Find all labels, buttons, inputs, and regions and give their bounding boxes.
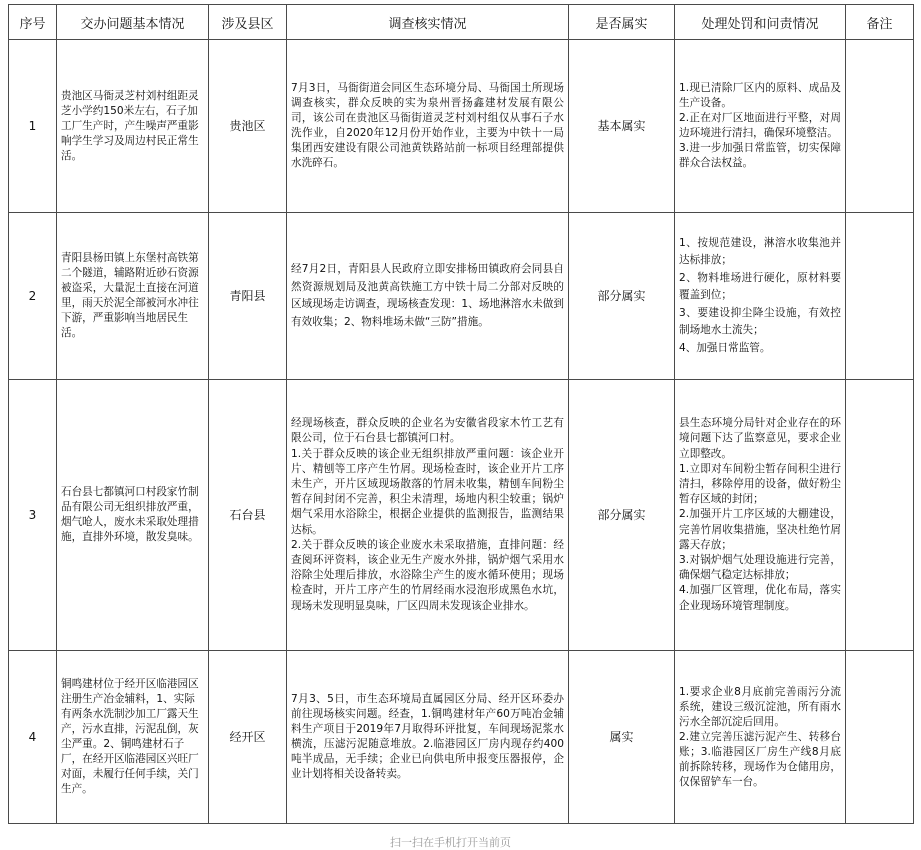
row-number: 3 xyxy=(9,380,57,651)
handling-item: 2.加强开片工序区域的大棚建设，完善竹屑收集措施，坚决杜绝竹屑露天存放； xyxy=(679,508,841,551)
problem-cell: 青阳县杨田镇上东堡村高铁第二个隧道，辅路附近砂石资源被盗采，大量泥土直接在河道里，雨天於泥全部被河水冲往下游，严重影响当地居民生活。 xyxy=(57,213,209,380)
header-note: 备注 xyxy=(846,5,914,40)
investigation-text: 经7月2日，青阳县人民政府立即安排杨田镇政府会同县自然资源规划局及池黄高铁施工方中铁十局二分部对反映的区域现场走访调查，现场核查发现：1、场地淋溶水未做到有效收集；2、物料堆场未做“三防”措施。 xyxy=(291,263,564,328)
open-on-phone-link[interactable]: 扫一扫在手机打开当前页 xyxy=(390,836,511,849)
county-cell: 经开区 xyxy=(209,651,287,824)
investigation-text: 经现场核查，群众反映的企业名为安徽省段家木竹工艺有限公司，位于石台县七都镇河口村。 xyxy=(291,417,564,445)
investigation-text: 2.关于群众反映的该企业废水未采取措施，直排问题：经查阅环评资料，该企业无生产废水外排，锅炉烟气采用水浴除尘处理后排放，水浴除尘产生的废水循环使用；现场检查时，开片工序产生的竹屑经雨水浸泡形成黑色水坑，现场未发现明显臭味，厂区四周未发现该企业排水。 xyxy=(291,538,564,612)
investigation-cell xyxy=(287,651,569,824)
verified-cell: 基本属实 xyxy=(569,40,675,213)
handling-cell xyxy=(675,651,846,824)
handling-item: 1.要求企业8月底前完善雨污分流系统，建设三级沉淀池，所有雨水污水全部沉淀后回用。 xyxy=(679,685,841,728)
handling-item: 3.对锅炉烟气处理设施进行完善，确保烟气稳定达标排放； xyxy=(679,554,841,582)
verified-cell: 属实 xyxy=(569,651,675,824)
investigation-text: 7月3日，马衙街道会同区生态环境分局、马衙国土所现场调查核实，群众反映的实为泉州晋扬鑫建材发展有限公司，该公司在贵池区马衙街道灵芝村刘村组仅从事石子水洗作业，自2020年12月份开始作业，主要为中铁十一局集团西安建设有限公司池黄铁路站前一标项目经理部提供水洗碎石。 xyxy=(291,82,564,169)
handling-cell xyxy=(675,380,846,651)
header-county: 涉及县区 xyxy=(209,5,287,40)
county-cell: 石台县 xyxy=(209,380,287,651)
handling-item: 2.建立完善压滤污泥产生、转移台账；3.临港园区厂房生产线8月底前拆除转移，现场作为仓储用房，仅保留铲车一台。 xyxy=(679,730,841,788)
county-cell: 青阳县 xyxy=(209,213,287,380)
table-header-row xyxy=(9,5,914,40)
complaint-report-table xyxy=(8,4,914,824)
problem-cell: 铜鸣建材位于经开区临港园区注册生产冶金辅料，1、实际有两条水洗制沙加工厂露天生产，污水直排，污泥乱倒，灰尘严重。2、铜鸣建材石子厂，在经开区临港园区兴旺厂对面，未履行任何手续，关门生产。 xyxy=(57,651,209,824)
header-verified: 是否属实 xyxy=(569,5,675,40)
handling-item: 1.现已清除厂区内的原料、成品及生产设备。 xyxy=(679,82,841,109)
header-handling: 处理处罚和问责情况 xyxy=(675,5,846,40)
row-number: 4 xyxy=(9,651,57,824)
table-row xyxy=(9,213,914,380)
note-cell xyxy=(846,651,914,824)
handling-item: 4、加强日常监管。 xyxy=(679,341,771,354)
row-number: 2 xyxy=(9,213,57,380)
investigation-text: 7月3、5日，市生态环境局直属园区分局、经开区环委办前往现场核实问题。经查，1.铜鸣建材年产60万吨冶金辅料生产项目于2019年7月取得环评批复，车间现场泥浆水横流，压滤污泥随意堆放。2.临港园区厂房内现存约400吨半成品，无手续；企业已向供电所申报变压器报停，企业计划将相关设备转卖。 xyxy=(291,693,564,780)
table-row xyxy=(9,40,914,213)
problem-cell: 贵池区马衙灵芝村刘村组距灵芝小学约150米左右，石子加工厂生产时，产生噪声严重影响学生学习及周边村民正常生活。 xyxy=(57,40,209,213)
county-cell: 贵池区 xyxy=(209,40,287,213)
header-investigation: 调查核实情况 xyxy=(287,5,569,40)
header-no: 序号 xyxy=(9,5,57,40)
handling-item: 3、要建设抑尘降尘设施，有效控制场地水土流失； xyxy=(679,306,841,337)
row-number: 1 xyxy=(9,40,57,213)
investigation-cell xyxy=(287,213,569,380)
table-row xyxy=(9,651,914,824)
verified-cell: 部分属实 xyxy=(569,213,675,380)
handling-item: 1.立即对车间粉尘暂存间积尘进行清扫，移除停用的设备，做好粉尘暂存区域的封闭； xyxy=(679,462,841,506)
header-problem: 交办问题基本情况 xyxy=(57,5,209,40)
handling-cell xyxy=(675,40,846,213)
handling-item: 县生态环境分局针对企业存在的环境问题下达了监察意见，要求企业立即整改。 xyxy=(679,417,841,460)
handling-cell xyxy=(675,213,846,380)
table-row xyxy=(9,380,914,651)
handling-item: 1、按规范建设，淋溶水收集池并达标排放； xyxy=(679,236,841,267)
handling-item: 4.加强厂区管理，优化布局，落实企业现场环境管理制度。 xyxy=(679,584,841,612)
handling-item: 2、物料堆场进行硬化，原材料要覆盖到位； xyxy=(679,271,841,302)
note-cell xyxy=(846,40,914,213)
note-cell xyxy=(846,213,914,380)
investigation-text: 1.关于群众反映的该企业无组织排放严重问题：该企业开片、精刨等工序产生竹屑。现场检查时，该企业开片工序未生产，开片区域现场散落的竹屑未收集，精刨车间粉尘暂存间封闭不完善，积尘未清理，场地内积尘较重；锅炉烟气采用水浴除尘，根据企业提供的监测报告，监测结果达标。 xyxy=(291,447,564,536)
verified-cell: 部分属实 xyxy=(569,380,675,651)
handling-item: 3.进一步加强日常监管，切实保障群众合法权益。 xyxy=(679,142,841,169)
investigation-cell xyxy=(287,380,569,651)
problem-cell: 石台县七都镇河口村段家竹制品有限公司无组织排放严重，烟气呛人，废水未采取处理措施，直排外环境，散发臭味。 xyxy=(57,380,209,651)
handling-item: 2.正在对厂区地面进行平整，对周边环境进行清扫，确保环境整洁。 xyxy=(679,112,841,139)
note-cell xyxy=(846,380,914,651)
investigation-cell xyxy=(287,40,569,213)
